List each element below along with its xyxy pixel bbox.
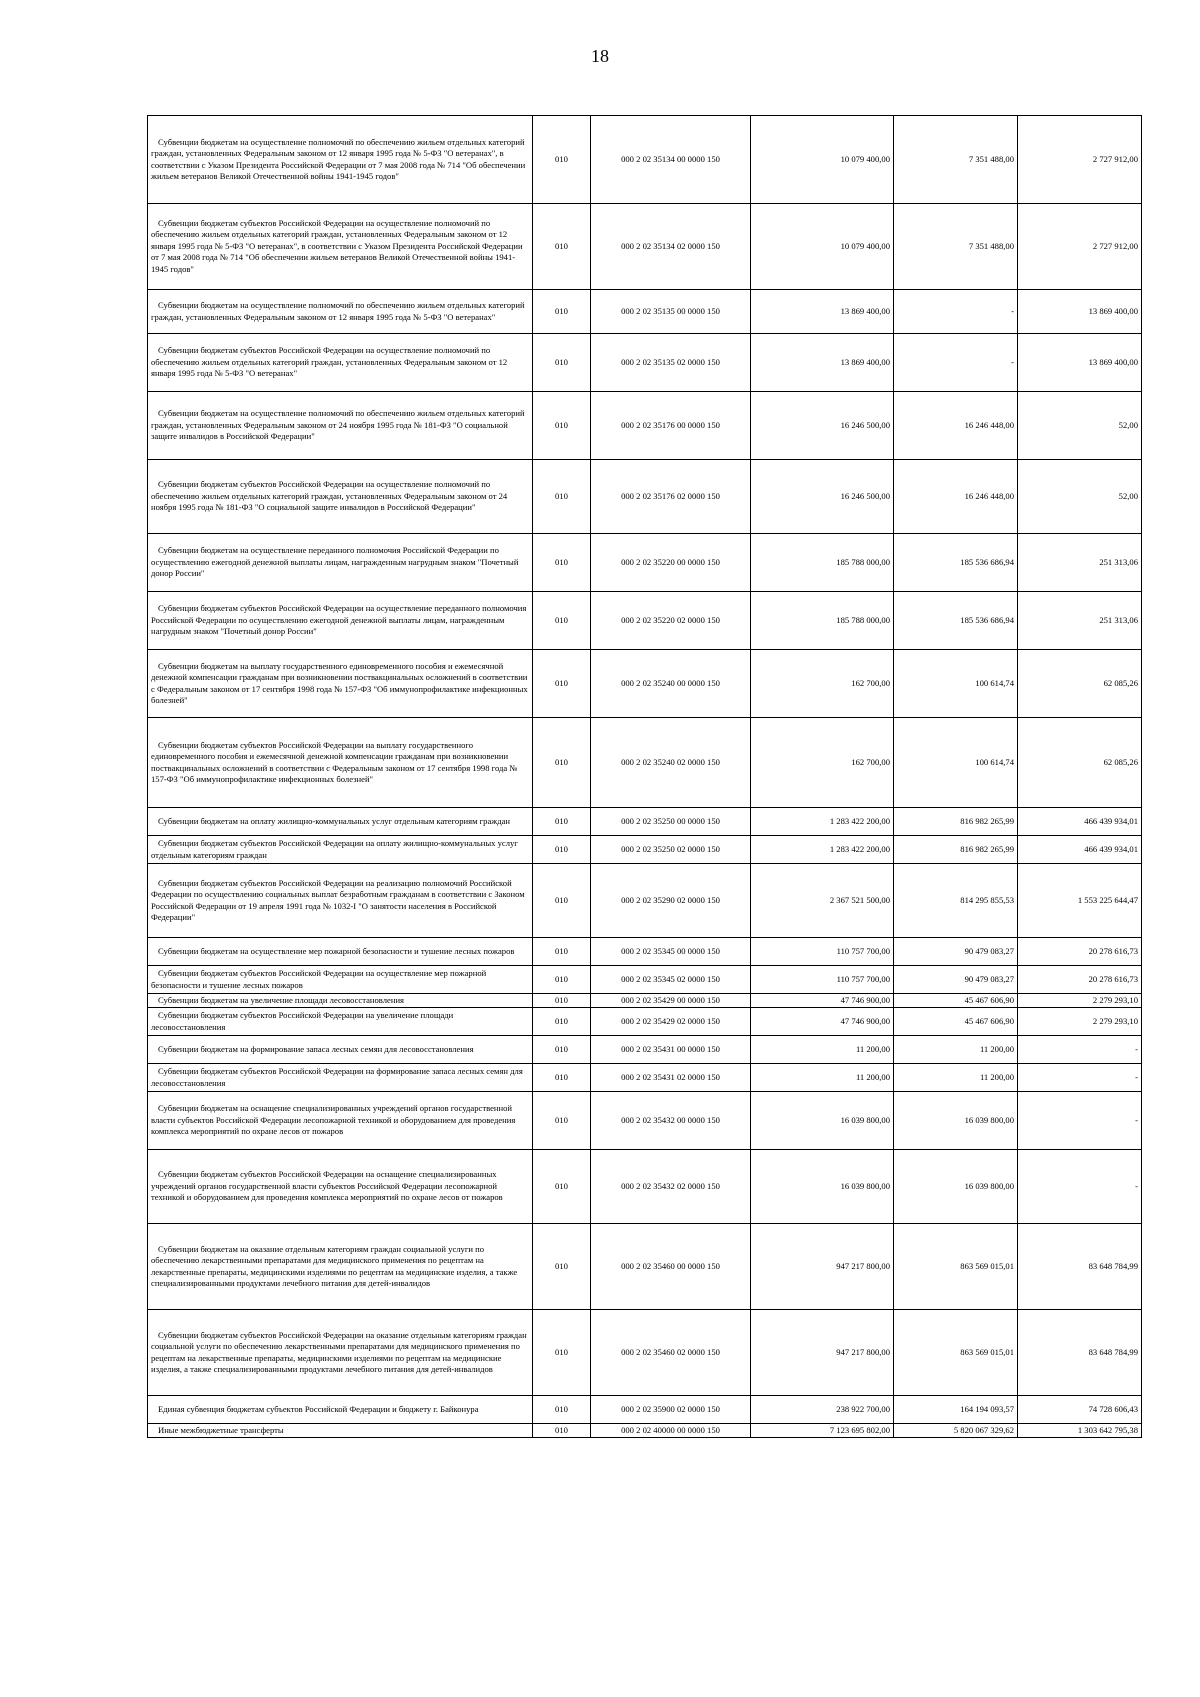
row-budget-code-cell: 000 2 02 35429 02 0000 150 — [591, 1008, 751, 1036]
row-line-code-cell: 010 — [533, 1396, 591, 1424]
row-unexecuted-amount-cell: 20 278 616,73 — [1018, 966, 1142, 994]
row-unexecuted-amount-cell: 2 727 912,00 — [1018, 116, 1142, 204]
row-budget-code-cell: 000 2 02 35345 02 0000 150 — [591, 966, 751, 994]
table-row — [148, 1224, 1142, 1310]
row-name-cell: Субвенции бюджетам субъектов Российской Федерации на оплату жилищно-коммунальных услуг отдельным категориям граждан — [148, 836, 533, 864]
table-row — [148, 808, 1142, 836]
row-name-cell: Субвенции бюджетам субъектов Российской Федерации на оснащение специализированных учреждений органов государственной власти субъектов Российской Федерации лесопожарной техникой и оборудованием для проведения комплекса мероприятий по охране лесов от пожаров — [148, 1150, 533, 1224]
row-name-cell: Субвенции бюджетам субъектов Российской Федерации на осуществление переданного полномочия Российской Федерации по осуществлению ежегодной денежной выплаты лицам, награжденным нагрудным знаком "Почетный донор России" — [148, 592, 533, 650]
row-unexecuted-amount-cell: 13 869 400,00 — [1018, 334, 1142, 392]
row-unexecuted-amount-cell: 83 648 784,99 — [1018, 1224, 1142, 1310]
row-approved-amount-cell: 16 039 800,00 — [751, 1092, 894, 1150]
row-budget-code-cell: 000 2 02 35220 00 0000 150 — [591, 534, 751, 592]
row-unexecuted-amount-cell: 1 303 642 795,38 — [1018, 1424, 1142, 1438]
row-executed-amount-cell: 185 536 686,94 — [894, 534, 1018, 592]
row-approved-amount-cell: 13 869 400,00 — [751, 290, 894, 334]
row-approved-amount-cell: 185 788 000,00 — [751, 592, 894, 650]
row-name-cell: Субвенции бюджетам на выплату государственного единовременного пособия и ежемесячной денежной компенсации гражданам при возникновении поствакцинальных осложнений в соответствии с Федеральным законом от 17 сентября 1998 года № 157-ФЗ "Об иммунопрофилактике инфекционных болезней" — [148, 650, 533, 718]
row-approved-amount-cell: 16 246 500,00 — [751, 392, 894, 460]
row-budget-code-cell: 000 2 02 35345 00 0000 150 — [591, 938, 751, 966]
row-executed-amount-cell: 16 246 448,00 — [894, 460, 1018, 534]
row-approved-amount-cell: 1 283 422 200,00 — [751, 808, 894, 836]
row-name-cell: Субвенции бюджетам на осуществление переданного полномочия Российской Федерации по осуществлению ежегодной денежной выплаты лицам, награжденным нагрудным знаком "Почетный донор России" — [148, 534, 533, 592]
row-name-cell: Субвенции бюджетам на оказание отдельным категориям граждан социальной услуги по обеспечению лекарственными препаратами для медицинского применения по рецептам на лекарственные препараты, медицинскими изделиями по рецептам на медицинские изделия, а также специализированными продуктами лечебного питания для детей-инвалидов — [148, 1224, 533, 1310]
row-budget-code-cell: 000 2 02 35250 02 0000 150 — [591, 836, 751, 864]
budget-execution-table — [147, 115, 1142, 1438]
row-line-code-cell: 010 — [533, 1150, 591, 1224]
table-row — [148, 1036, 1142, 1064]
row-budget-code-cell: 000 2 02 35460 00 0000 150 — [591, 1224, 751, 1310]
row-approved-amount-cell: 110 757 700,00 — [751, 966, 894, 994]
row-unexecuted-amount-cell: 2 279 293,10 — [1018, 1008, 1142, 1036]
row-name-cell: Субвенции бюджетам на оплату жилищно-коммунальных услуг отдельным категориям граждан — [148, 808, 533, 836]
row-executed-amount-cell: 100 614,74 — [894, 718, 1018, 808]
row-executed-amount-cell: 863 569 015,01 — [894, 1310, 1018, 1396]
row-name-cell: Субвенции бюджетам на формирование запаса лесных семян для лесовосстановления — [148, 1036, 533, 1064]
row-executed-amount-cell: - — [894, 290, 1018, 334]
row-unexecuted-amount-cell: 74 728 606,43 — [1018, 1396, 1142, 1424]
row-name-cell: Субвенции бюджетам субъектов Российской Федерации на формирование запаса лесных семян для лесовосстановления — [148, 1064, 533, 1092]
table-row — [148, 392, 1142, 460]
row-budget-code-cell: 000 2 02 35220 02 0000 150 — [591, 592, 751, 650]
table-row — [148, 1008, 1142, 1036]
row-line-code-cell: 010 — [533, 334, 591, 392]
row-line-code-cell: 010 — [533, 1424, 591, 1438]
row-executed-amount-cell: 7 351 488,00 — [894, 116, 1018, 204]
row-unexecuted-amount-cell: 83 648 784,99 — [1018, 1310, 1142, 1396]
table-row — [148, 116, 1142, 204]
row-executed-amount-cell: 164 194 093,57 — [894, 1396, 1018, 1424]
row-budget-code-cell: 000 2 02 35240 02 0000 150 — [591, 718, 751, 808]
table-row — [148, 1424, 1142, 1438]
row-approved-amount-cell: 11 200,00 — [751, 1036, 894, 1064]
row-line-code-cell: 010 — [533, 836, 591, 864]
row-executed-amount-cell: 814 295 855,53 — [894, 864, 1018, 938]
row-executed-amount-cell: 7 351 488,00 — [894, 204, 1018, 290]
row-name-cell: Субвенции бюджетам на оснащение специализированных учреждений органов государственной власти субъектов Российской Федерации лесопожарной техникой и оборудованием для проведения комплекса мероприятий по охране лесов от пожаров — [148, 1092, 533, 1150]
row-executed-amount-cell: 16 039 800,00 — [894, 1150, 1018, 1224]
row-name-cell: Субвенции бюджетам субъектов Российской Федерации на реализацию полномочий Российской Федерации по осуществлению социальных выплат безработным гражданам в соответствии с Законом Российской Федерации от 19 апреля 1991 года № 1032-I "О занятости населения в Российской Федерации" — [148, 864, 533, 938]
table-row — [148, 650, 1142, 718]
row-executed-amount-cell: - — [894, 334, 1018, 392]
row-budget-code-cell: 000 2 02 35250 00 0000 150 — [591, 808, 751, 836]
row-approved-amount-cell: 162 700,00 — [751, 650, 894, 718]
row-name-cell: Субвенции бюджетам на осуществление полномочий по обеспечению жильем отдельных категорий граждан, установленных Федеральным законом от 12 января 1995 года № 5-ФЗ "О ветеранах" — [148, 290, 533, 334]
row-line-code-cell: 010 — [533, 650, 591, 718]
row-line-code-cell: 010 — [533, 1064, 591, 1092]
table-row — [148, 966, 1142, 994]
row-unexecuted-amount-cell: 251 313,06 — [1018, 592, 1142, 650]
row-name-cell: Субвенции бюджетам субъектов Российской Федерации на осуществление полномочий по обеспечению жильем отдельных категорий граждан, установленных Федеральным законом от 24 ноября 1995 года № 181-ФЗ "О социальной защите инвалидов в Российской Федерации" — [148, 460, 533, 534]
row-approved-amount-cell: 185 788 000,00 — [751, 534, 894, 592]
row-name-cell: Субвенции бюджетам субъектов Российской Федерации на осуществление полномочий по обеспечению жильем отдельных категорий граждан, установленных Федеральным законом от 12 января 1995 года № 5-ФЗ "О ветеранах" — [148, 334, 533, 392]
row-approved-amount-cell: 10 079 400,00 — [751, 116, 894, 204]
row-approved-amount-cell: 10 079 400,00 — [751, 204, 894, 290]
row-line-code-cell: 010 — [533, 938, 591, 966]
row-budget-code-cell: 000 2 02 35432 00 0000 150 — [591, 1092, 751, 1150]
row-budget-code-cell: 000 2 02 35431 02 0000 150 — [591, 1064, 751, 1092]
row-name-cell: Субвенции бюджетам на увеличение площади лесовосстановления — [148, 994, 533, 1008]
row-approved-amount-cell: 13 869 400,00 — [751, 334, 894, 392]
row-name-cell: Субвенции бюджетам субъектов Российской Федерации на осуществление мер пожарной безопасности и тушение лесных пожаров — [148, 966, 533, 994]
row-budget-code-cell: 000 2 02 35900 02 0000 150 — [591, 1396, 751, 1424]
row-budget-code-cell: 000 2 02 35290 02 0000 150 — [591, 864, 751, 938]
row-budget-code-cell: 000 2 02 35431 00 0000 150 — [591, 1036, 751, 1064]
row-unexecuted-amount-cell: 466 439 934,01 — [1018, 808, 1142, 836]
row-name-cell: Субвенции бюджетам субъектов Российской Федерации на выплату государственного единовременного пособия и ежемесячной денежной компенсации гражданам при возникновении поствакцинальных осложнений в соответствии с Федеральным законом от 17 сентября 1998 года № 157-ФЗ "Об иммунопрофилактике инфекционных болезней" — [148, 718, 533, 808]
row-unexecuted-amount-cell: 466 439 934,01 — [1018, 836, 1142, 864]
row-name-cell: Единая субвенция бюджетам субъектов Российской Федерации и бюджету г. Байконура — [148, 1396, 533, 1424]
row-line-code-cell: 010 — [533, 994, 591, 1008]
row-executed-amount-cell: 11 200,00 — [894, 1036, 1018, 1064]
row-executed-amount-cell: 45 467 606,90 — [894, 994, 1018, 1008]
row-unexecuted-amount-cell: 13 869 400,00 — [1018, 290, 1142, 334]
row-name-cell: Субвенции бюджетам на осуществление полномочий по обеспечению жильем отдельных категорий граждан, установленных Федеральным законом от 12 января 1995 года № 5-ФЗ "О ветеранах", в соответствии с Указом Президента Российской Федерации от 7 мая 2008 года № 714 "Об обеспечении жильем ветеранов Великой Отечественной войны 1941-1945 годов" — [148, 116, 533, 204]
row-name-cell: Субвенции бюджетам субъектов Российской Федерации на осуществление полномочий по обеспечению жильем отдельных категорий граждан, установленных Федеральным законом от 12 января 1995 года № 5-ФЗ "О ветеранах", в соответствии с Указом Президента Российской Федерации от 7 мая 2008 года № 714 "Об обеспечении жильем ветеранов Великой Отечественной войны 1941-1945 годов" — [148, 204, 533, 290]
row-line-code-cell: 010 — [533, 808, 591, 836]
row-approved-amount-cell: 947 217 800,00 — [751, 1224, 894, 1310]
row-executed-amount-cell: 90 479 083,27 — [894, 938, 1018, 966]
row-line-code-cell: 010 — [533, 1008, 591, 1036]
table-row — [148, 1150, 1142, 1224]
row-approved-amount-cell: 238 922 700,00 — [751, 1396, 894, 1424]
row-executed-amount-cell: 863 569 015,01 — [894, 1224, 1018, 1310]
row-name-cell: Субвенции бюджетам субъектов Российской Федерации на увеличение площади лесовосстановления — [148, 1008, 533, 1036]
row-unexecuted-amount-cell: 52,00 — [1018, 392, 1142, 460]
row-line-code-cell: 010 — [533, 290, 591, 334]
row-name-cell: Субвенции бюджетам на осуществление мер пожарной безопасности и тушение лесных пожаров — [148, 938, 533, 966]
row-name-cell: Субвенции бюджетам субъектов Российской Федерации на оказание отдельным категориям граждан социальной услуги по обеспечению лекарственными препаратами для медицинского применения по рецептам на лекарственные препараты, медицинскими изделиями по рецептам на медицинские изделия, а также специализированными продуктами лечебного питания для детей-инвалидов — [148, 1310, 533, 1396]
row-line-code-cell: 010 — [533, 1224, 591, 1310]
page-number: 18 — [591, 46, 609, 66]
row-line-code-cell: 010 — [533, 204, 591, 290]
row-executed-amount-cell: 100 614,74 — [894, 650, 1018, 718]
row-budget-code-cell: 000 2 02 35176 00 0000 150 — [591, 392, 751, 460]
row-unexecuted-amount-cell: - — [1018, 1092, 1142, 1150]
row-line-code-cell: 010 — [533, 1310, 591, 1396]
row-executed-amount-cell: 45 467 606,90 — [894, 1008, 1018, 1036]
row-unexecuted-amount-cell: 251 313,06 — [1018, 534, 1142, 592]
table-row — [148, 1396, 1142, 1424]
row-name-cell: Иные межбюджетные трансферты — [148, 1424, 533, 1438]
row-line-code-cell: 010 — [533, 392, 591, 460]
table-row — [148, 334, 1142, 392]
row-budget-code-cell: 000 2 02 35240 00 0000 150 — [591, 650, 751, 718]
row-line-code-cell: 010 — [533, 460, 591, 534]
row-budget-code-cell: 000 2 02 35460 02 0000 150 — [591, 1310, 751, 1396]
row-unexecuted-amount-cell: 62 085,26 — [1018, 718, 1142, 808]
table-row — [148, 1310, 1142, 1396]
row-unexecuted-amount-cell: 2 279 293,10 — [1018, 994, 1142, 1008]
row-unexecuted-amount-cell: 62 085,26 — [1018, 650, 1142, 718]
row-approved-amount-cell: 16 039 800,00 — [751, 1150, 894, 1224]
row-approved-amount-cell: 47 746 900,00 — [751, 1008, 894, 1036]
row-unexecuted-amount-cell: - — [1018, 1150, 1142, 1224]
budget-table-body — [148, 116, 1142, 1438]
row-unexecuted-amount-cell: 20 278 616,73 — [1018, 938, 1142, 966]
table-row — [148, 204, 1142, 290]
row-executed-amount-cell: 816 982 265,99 — [894, 808, 1018, 836]
row-budget-code-cell: 000 2 02 35134 02 0000 150 — [591, 204, 751, 290]
table-row — [148, 836, 1142, 864]
row-line-code-cell: 010 — [533, 966, 591, 994]
row-line-code-cell: 010 — [533, 1036, 591, 1064]
row-line-code-cell: 010 — [533, 718, 591, 808]
row-budget-code-cell: 000 2 02 35135 00 0000 150 — [591, 290, 751, 334]
row-executed-amount-cell: 16 039 800,00 — [894, 1092, 1018, 1150]
row-executed-amount-cell: 5 820 067 329,62 — [894, 1424, 1018, 1438]
table-row — [148, 718, 1142, 808]
table-row — [148, 994, 1142, 1008]
row-approved-amount-cell: 7 123 695 802,00 — [751, 1424, 894, 1438]
row-budget-code-cell: 000 2 02 35432 02 0000 150 — [591, 1150, 751, 1224]
row-line-code-cell: 010 — [533, 592, 591, 650]
row-executed-amount-cell: 90 479 083,27 — [894, 966, 1018, 994]
row-name-cell: Субвенции бюджетам на осуществление полномочий по обеспечению жильем отдельных категорий граждан, установленных Федеральным законом от 24 ноября 1995 года № 181-ФЗ "О социальной защите инвалидов в Российской Федерации" — [148, 392, 533, 460]
table-row — [148, 1092, 1142, 1150]
row-line-code-cell: 010 — [533, 1092, 591, 1150]
row-executed-amount-cell: 816 982 265,99 — [894, 836, 1018, 864]
row-unexecuted-amount-cell: 1 553 225 644,47 — [1018, 864, 1142, 938]
table-row — [148, 938, 1142, 966]
row-line-code-cell: 010 — [533, 116, 591, 204]
row-unexecuted-amount-cell: 2 727 912,00 — [1018, 204, 1142, 290]
table-row — [148, 592, 1142, 650]
row-approved-amount-cell: 16 246 500,00 — [751, 460, 894, 534]
row-approved-amount-cell: 11 200,00 — [751, 1064, 894, 1092]
row-approved-amount-cell: 947 217 800,00 — [751, 1310, 894, 1396]
row-unexecuted-amount-cell: 52,00 — [1018, 460, 1142, 534]
row-approved-amount-cell: 2 367 521 500,00 — [751, 864, 894, 938]
row-unexecuted-amount-cell: - — [1018, 1064, 1142, 1092]
row-budget-code-cell: 000 2 02 35134 00 0000 150 — [591, 116, 751, 204]
row-executed-amount-cell: 11 200,00 — [894, 1064, 1018, 1092]
table-row — [148, 534, 1142, 592]
row-approved-amount-cell: 1 283 422 200,00 — [751, 836, 894, 864]
row-approved-amount-cell: 110 757 700,00 — [751, 938, 894, 966]
row-approved-amount-cell: 47 746 900,00 — [751, 994, 894, 1008]
row-budget-code-cell: 000 2 02 35135 02 0000 150 — [591, 334, 751, 392]
row-line-code-cell: 010 — [533, 534, 591, 592]
row-budget-code-cell: 000 2 02 40000 00 0000 150 — [591, 1424, 751, 1438]
row-line-code-cell: 010 — [533, 864, 591, 938]
row-budget-code-cell: 000 2 02 35429 00 0000 150 — [591, 994, 751, 1008]
table-row — [148, 290, 1142, 334]
table-row — [148, 864, 1142, 938]
table-row — [148, 460, 1142, 534]
row-executed-amount-cell: 16 246 448,00 — [894, 392, 1018, 460]
row-approved-amount-cell: 162 700,00 — [751, 718, 894, 808]
table-row — [148, 1064, 1142, 1092]
row-executed-amount-cell: 185 536 686,94 — [894, 592, 1018, 650]
row-budget-code-cell: 000 2 02 35176 02 0000 150 — [591, 460, 751, 534]
row-unexecuted-amount-cell: - — [1018, 1036, 1142, 1064]
